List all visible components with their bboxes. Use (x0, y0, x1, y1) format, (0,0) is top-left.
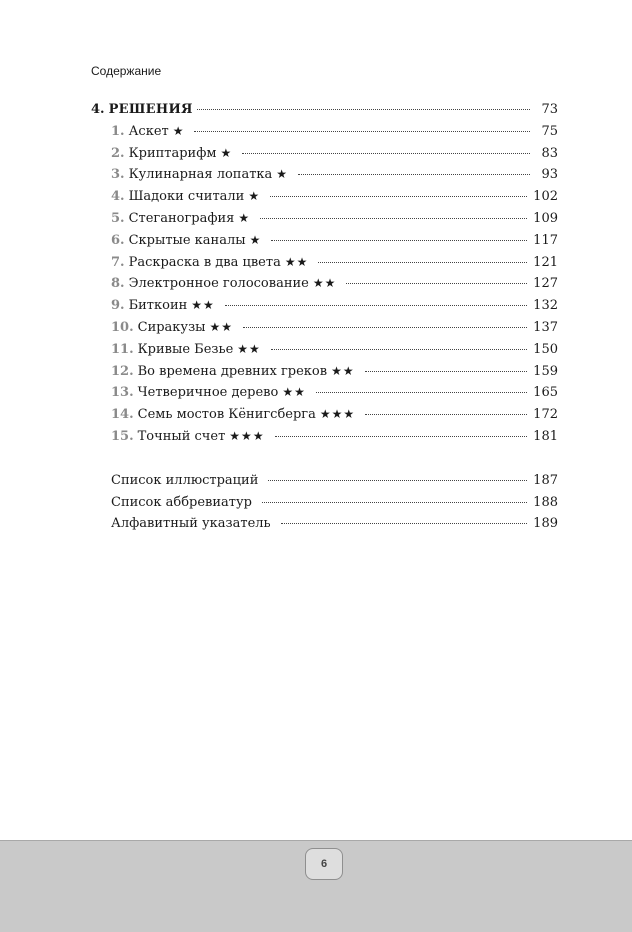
section-title: Четверичное дерево (137, 385, 279, 401)
dot-leader (365, 414, 527, 415)
running-head: Содержание (91, 64, 162, 78)
section-page-number: 109 (533, 210, 558, 226)
section-title: Кривые Безье (137, 341, 234, 357)
section-page-number: 181 (533, 428, 558, 444)
dot-leader (242, 153, 530, 154)
section-number: 4. (111, 189, 125, 205)
page-number-indicator[interactable]: 6 (305, 848, 343, 880)
chapter-page-number: 73 (541, 102, 558, 117)
difficulty-stars: ★★★ (229, 428, 265, 443)
dot-leader (197, 109, 530, 110)
section-number: 14. (111, 407, 134, 423)
section-page-number: 121 (533, 254, 558, 270)
chapter-title: РЕШЕНИЯ (108, 102, 193, 117)
section-page-number: 93 (541, 167, 558, 183)
toc-spacer (91, 451, 558, 473)
back-matter-page-number: 189 (533, 516, 558, 532)
dot-leader (262, 502, 527, 503)
section-page-number: 117 (533, 232, 558, 248)
section-title: Биткоин (128, 298, 188, 314)
section-number: 5. (111, 210, 125, 226)
toc-section-row[interactable] (91, 255, 558, 277)
difficulty-stars: ★★ (312, 276, 337, 291)
section-page-number: 165 (533, 385, 558, 401)
toc-section-row[interactable] (91, 124, 558, 146)
toc-section-row[interactable] (91, 233, 558, 255)
difficulty-stars: ★★ (284, 254, 309, 269)
section-number: 10. (111, 319, 134, 335)
difficulty-stars: ★★ (331, 363, 355, 378)
section-page-number: 137 (533, 319, 558, 335)
dot-leader (268, 480, 527, 481)
difficulty-stars: ★ (276, 167, 289, 182)
section-number: 11. (111, 341, 134, 357)
section-page-number: 75 (541, 123, 558, 139)
dot-leader (194, 131, 530, 132)
toc-section-row[interactable] (91, 146, 558, 168)
toc-back-matter-row[interactable] (91, 495, 558, 517)
toc-back-matter-list (91, 473, 558, 538)
section-page-number: 83 (541, 145, 558, 161)
section-page-number: 102 (533, 189, 558, 205)
toc-section-row[interactable] (91, 385, 558, 407)
table-of-contents (91, 102, 558, 538)
dot-leader (271, 349, 527, 350)
section-title: Скрытые каналы (128, 232, 246, 248)
difficulty-stars: ★ (220, 145, 233, 160)
section-number: 2. (111, 145, 125, 161)
section-number: 13. (111, 385, 134, 401)
section-title: Во времена древних греков (137, 363, 328, 379)
section-title: Шадоки считали (128, 189, 245, 205)
section-title: Криптарифм (128, 145, 217, 161)
dot-leader (316, 392, 527, 393)
difficulty-stars: ★ (249, 232, 262, 247)
section-number: 3. (111, 167, 125, 183)
section-title: Точный счет (137, 428, 226, 444)
section-title: Сиракузы (137, 319, 206, 335)
toc-section-row[interactable] (91, 276, 558, 298)
difficulty-stars: ★ (248, 189, 261, 204)
section-title: Стеганография (128, 210, 235, 226)
back-matter-title: Список аббревиатур (111, 494, 252, 510)
dot-leader (281, 523, 528, 524)
dot-leader (271, 240, 527, 241)
toc-section-row[interactable] (91, 429, 558, 451)
section-page-number: 150 (533, 341, 558, 357)
toc-section-row[interactable] (91, 167, 558, 189)
toc-section-row[interactable] (91, 364, 558, 386)
section-title: Кулинарная лопатка (128, 167, 273, 183)
dot-leader (275, 436, 528, 437)
toc-section-row[interactable] (91, 211, 558, 233)
chapter-number: 4. (91, 102, 105, 117)
section-number: 1. (111, 123, 125, 139)
section-number: 9. (111, 298, 125, 314)
section-title: Аскет (128, 123, 169, 139)
dot-leader (270, 196, 527, 197)
section-number: 12. (111, 363, 134, 379)
dot-leader (365, 371, 528, 372)
toc-back-matter-row[interactable] (91, 473, 558, 495)
section-page-number: 127 (533, 276, 558, 292)
toc-section-row[interactable] (91, 407, 558, 429)
back-matter-page-number: 188 (533, 494, 558, 510)
section-page-number: 172 (533, 407, 558, 423)
difficulty-stars: ★★ (282, 385, 306, 400)
difficulty-stars: ★★ (237, 341, 261, 356)
section-page-number: 132 (533, 298, 558, 314)
section-number: 15. (111, 428, 134, 444)
toc-section-row[interactable] (91, 320, 558, 342)
difficulty-stars: ★★ (191, 298, 215, 313)
dot-leader (298, 174, 530, 175)
toc-back-matter-row[interactable] (91, 516, 558, 538)
section-title: Электронное голосование (128, 276, 309, 292)
back-matter-page-number: 187 (533, 472, 558, 488)
back-matter-title: Список иллюстраций (111, 472, 259, 488)
toc-section-row[interactable] (91, 298, 558, 320)
toc-section-row[interactable] (91, 342, 558, 364)
difficulty-stars: ★ (172, 123, 185, 138)
section-title: Семь мостов Кёнигсберга (137, 407, 316, 423)
toc-chapter-row[interactable] (91, 102, 558, 124)
section-title: Раскраска в два цвета (128, 254, 281, 270)
dot-leader (243, 327, 527, 328)
back-matter-title: Алфавитный указатель (111, 516, 271, 532)
section-number: 8. (111, 276, 125, 292)
toc-section-row[interactable] (91, 189, 558, 211)
section-number: 6. (111, 232, 125, 248)
difficulty-stars: ★ (238, 210, 251, 225)
dot-leader (225, 305, 527, 306)
section-page-number: 159 (533, 363, 558, 379)
toc-section-list (91, 124, 558, 451)
dot-leader (346, 283, 527, 284)
dot-leader (260, 218, 527, 219)
difficulty-stars: ★★ (209, 319, 234, 334)
section-number: 7. (111, 254, 125, 270)
dot-leader (318, 262, 527, 263)
difficulty-stars: ★★★ (319, 407, 356, 422)
